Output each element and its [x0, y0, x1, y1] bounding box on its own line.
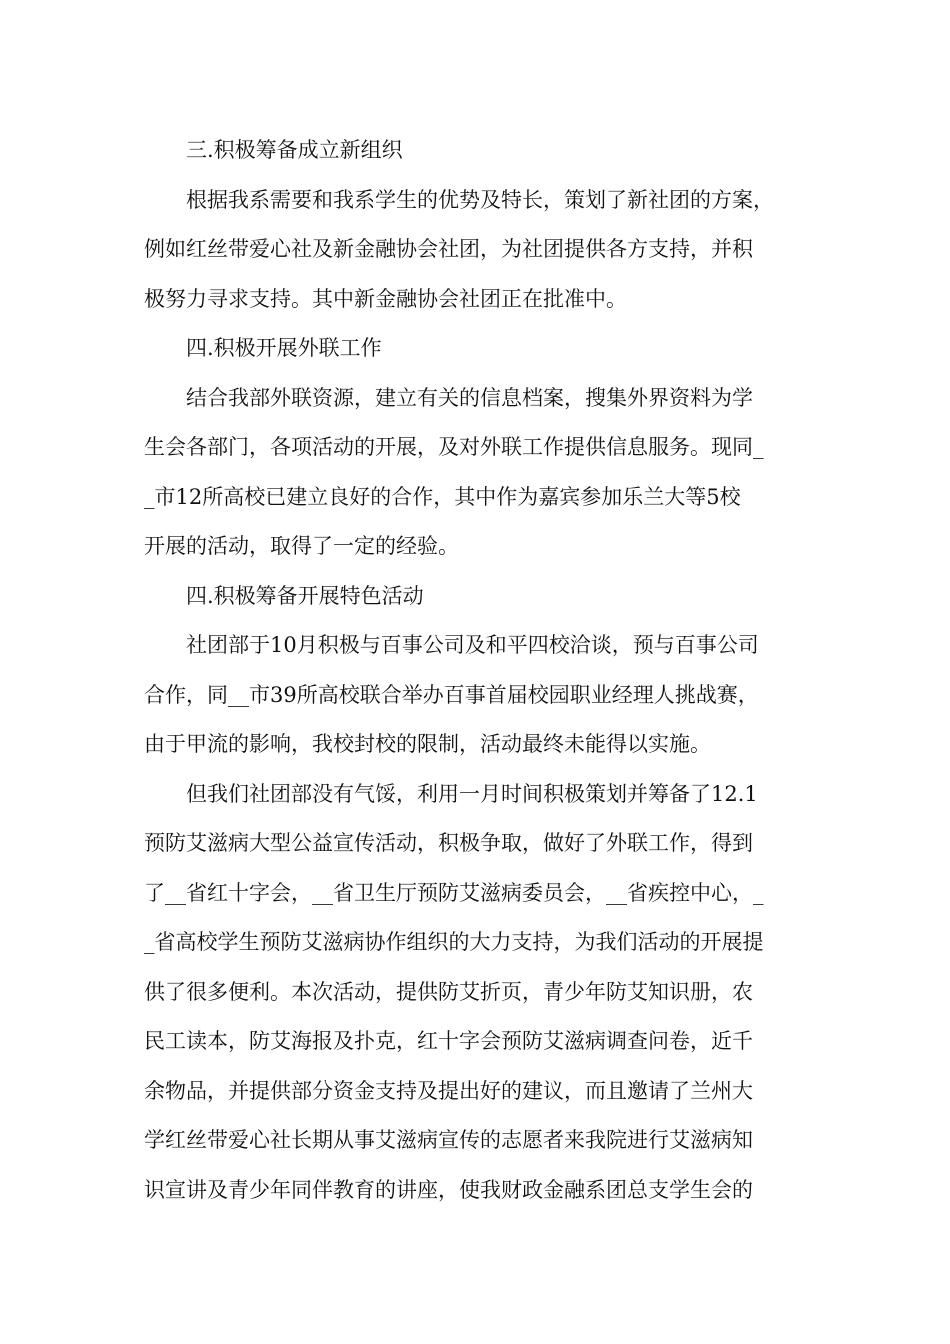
section-heading — [144, 572, 816, 622]
text-line: 四.积极开展外联工作 — [144, 336, 382, 360]
text-line: 结合我部外联资源，建立有关的信息档案，搜集外界资料为学 — [144, 385, 753, 410]
text-line: 三.积极筹备成立新组织 — [144, 138, 403, 162]
text-line: 例如红丝带爱心社及新金融协会社团，为社团提供各方支持，并积 — [144, 237, 753, 261]
paragraph — [144, 374, 816, 572]
text-line: 识宣讲及青少年同伴教育的讲座，使我财政金融系团总支学生会的 — [144, 1177, 753, 1202]
text-line: 余物品，并提供部分资金支持及提出好的建议，而且邀请了兰州大 — [144, 1078, 753, 1103]
document-body — [144, 126, 816, 1215]
text-line: 了__省红十字会，__省卫生厅预防艾滋病委员会，__省疾控中心，_ — [144, 880, 764, 905]
section-heading — [144, 126, 816, 176]
text-line: 民工读本，防艾海报及扑克，红十字会预防艾滋病调查问卷，近千 — [144, 1029, 753, 1053]
text-line: 四.积极筹备开展特色活动 — [144, 583, 424, 608]
text-line: 根据我系需要和我系学生的优势及特长，策划了新社团的方案， — [144, 187, 774, 212]
text-line: 合作，同__市39所高校联合举办百事首届校园职业经理人挑战赛， — [144, 682, 759, 707]
paragraph — [144, 621, 816, 770]
text-line: 极努力寻求支持。其中新金融协会社团正在批准中。 — [144, 286, 627, 311]
text-line: _市12所高校已建立良好的合作，其中作为嘉宾参加乐兰大等5校 — [144, 484, 741, 509]
text-line: _省高校学生预防艾滋病协作组织的大力支持，为我们活动的开展提 — [144, 930, 764, 954]
text-line: 预防艾滋病大型公益宣传活动，积极争取，做好了外联工作，得到 — [144, 831, 753, 855]
text-line: 由于甲流的影响，我校封校的限制，活动最终未能得以实施。 — [144, 732, 711, 756]
paragraph — [144, 770, 816, 1216]
text-line: 社团部于10月积极与百事公司及和平四校洽谈，预与百事公司 — [144, 633, 759, 657]
text-line: 学红丝带爱心社长期从事艾滋病宣传的志愿者来我院进行艾滋病知 — [144, 1128, 753, 1152]
section-heading — [144, 324, 816, 374]
paragraph — [144, 176, 816, 325]
text-line: 生会各部门，各项活动的开展，及对外联工作提供信息服务。现同_ — [144, 435, 764, 459]
text-line: 但我们社团部没有气馁，利用一月时间积极策划并筹备了12.1 — [144, 781, 758, 806]
text-line: 开展的活动，取得了一定的经验。 — [144, 534, 459, 558]
text-line: 供了很多便利。本次活动，提供防艾折页，青少年防艾知识册，农 — [144, 979, 753, 1004]
